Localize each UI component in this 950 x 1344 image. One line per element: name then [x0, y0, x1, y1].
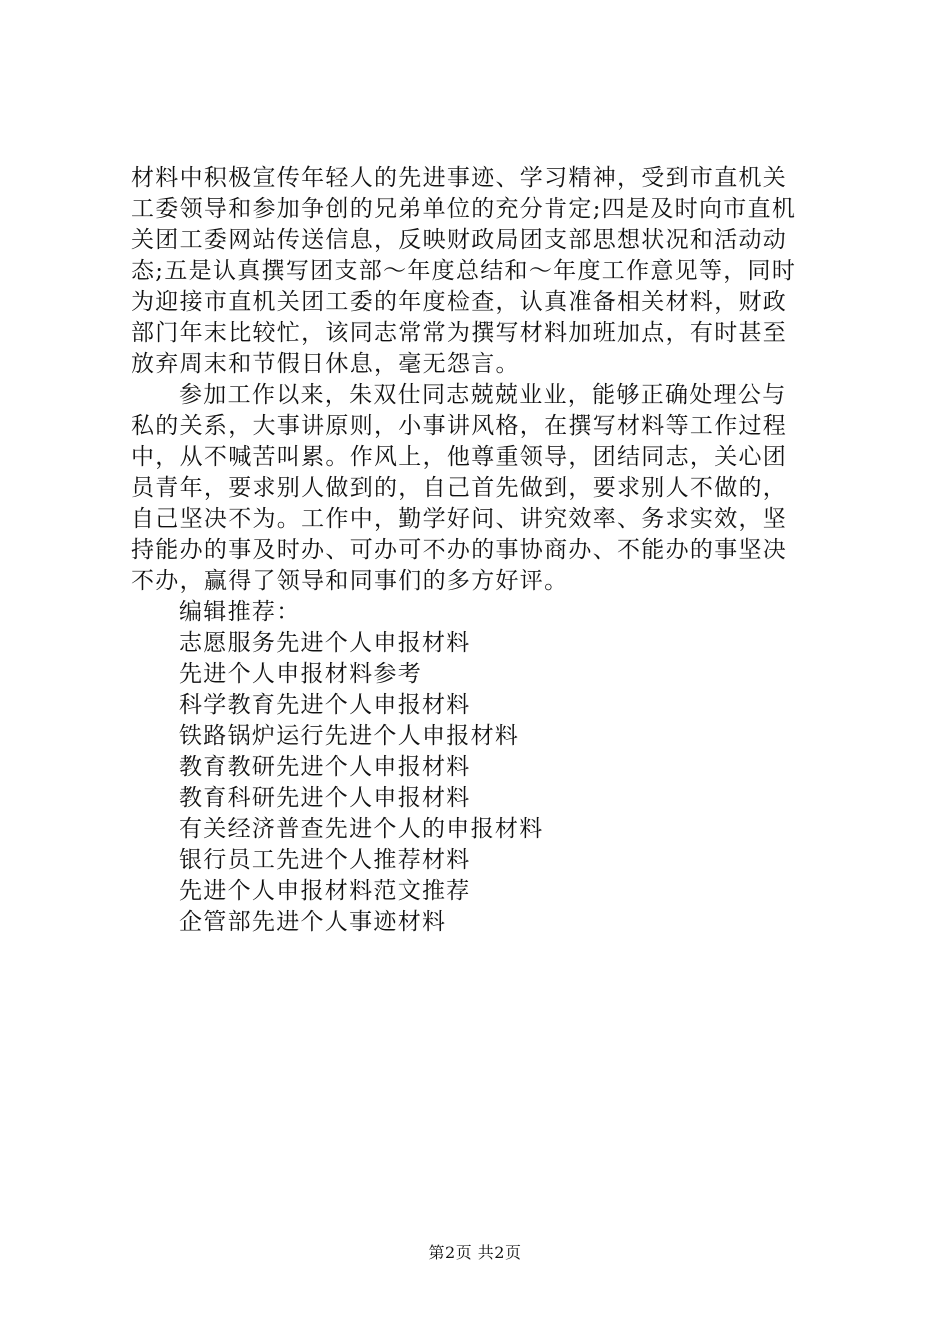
page-number: 第2页 共2页: [428, 1243, 522, 1262]
text-line: 材料中积极宣传年轻人的先进事迹、学习精神，受到市直机关: [131, 165, 788, 191]
text-line: 关团工委网站传送信息，反映财政局团支部思想状况和活动动: [131, 227, 788, 253]
text-line: 不办，赢得了领导和同事们的多方好评。: [131, 568, 569, 594]
recommend-link[interactable]: 教育教研先进个人申报材料: [179, 754, 471, 780]
text-line: 中，从不喊苦叫累。作风上，他尊重领导，团结同志，关心团: [131, 444, 788, 470]
document-body: [131, 163, 831, 938]
paragraph-2: [131, 380, 831, 597]
text-line: 私的关系，大事讲原则，小事讲风格，在撰写材料等工作过程: [131, 413, 788, 439]
page-footer: [0, 1243, 950, 1263]
recommend-link[interactable]: 先进个人申报材料参考: [179, 661, 422, 687]
text-line: 态;五是认真撰写团支部～年度总结和～年度工作意见等，同时: [131, 258, 797, 284]
text-line: 员青年，要求别人做到的，自己首先做到，要求别人不做的，: [131, 475, 788, 501]
text-line: 参加工作以来，朱双仕同志兢兢业业，能够正确处理公与: [179, 382, 787, 408]
text-line: 为迎接市直机关团工委的年度检查，认真准备相关材料，财政: [131, 289, 788, 315]
recommend-link[interactable]: 有关经济普查先进个人的申报材料: [179, 816, 544, 842]
recommend-link[interactable]: 志愿服务先进个人申报材料: [179, 630, 471, 656]
text-line: 持能办的事及时办、可办可不办的事协商办、不能办的事坚决: [131, 537, 788, 563]
recommend-heading: [131, 597, 831, 628]
recommend-link[interactable]: 教育科研先进个人申报材料: [179, 785, 471, 811]
text-line: 放弃周末和节假日休息，毫无怨言。: [131, 351, 520, 377]
recommend-link[interactable]: 科学教育先进个人申报材料: [179, 692, 471, 718]
recommend-link[interactable]: 先进个人申报材料范文推荐: [179, 878, 471, 904]
recommend-heading-text: 编辑推荐：: [179, 599, 301, 625]
recommend-link[interactable]: 企管部先进个人事迹材料: [179, 909, 447, 935]
text-line: 工委领导和参加争创的兄弟单位的充分肯定;四是及时向市直机: [131, 196, 797, 222]
recommend-link[interactable]: 银行员工先进个人推荐材料: [179, 847, 471, 873]
text-line: 自己坚决不为。工作中，勤学好问、讲究效率、务求实效，坚: [131, 506, 788, 532]
recommend-list: [131, 628, 831, 938]
text-line: 部门年末比较忙，该同志常常为撰写材料加班加点，有时甚至: [131, 320, 788, 346]
paragraph-1: [131, 163, 831, 380]
recommend-link[interactable]: 铁路锅炉运行先进个人申报材料: [179, 723, 520, 749]
